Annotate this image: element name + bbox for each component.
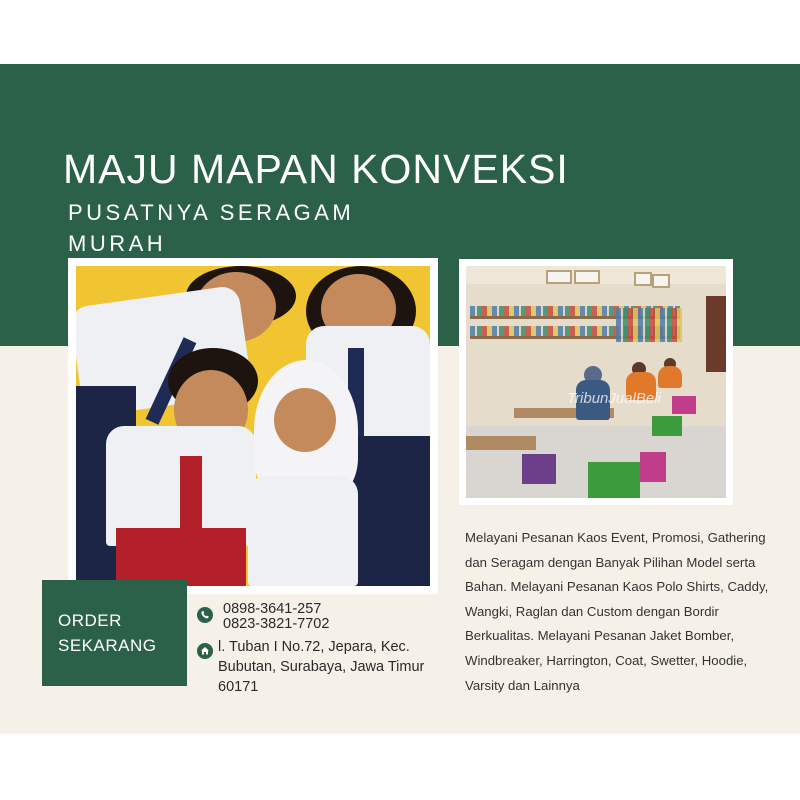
page-subtitle: PUSATNYA SERAGAM MURAH — [68, 200, 355, 256]
students-photo — [76, 266, 430, 586]
workshop-photo — [466, 266, 726, 498]
page-title: MAJU MAPAN KONVEKSI — [63, 146, 569, 192]
order-label-line2: SEKARANG — [58, 636, 157, 655]
photo-detail — [672, 396, 696, 414]
home-icon — [197, 643, 213, 659]
photo-detail — [658, 366, 682, 388]
watermark-text: TribunJualBeli — [567, 390, 661, 407]
order-now-button[interactable] — [42, 580, 187, 686]
photo-detail — [466, 436, 536, 450]
photo-detail — [640, 452, 666, 482]
photo-detail — [616, 308, 682, 342]
workshop-photo-frame — [459, 259, 733, 505]
photo-detail — [546, 270, 572, 284]
photo-detail — [574, 270, 600, 284]
photo-detail — [522, 454, 556, 484]
photo-detail — [248, 476, 358, 586]
photo-detail — [180, 456, 202, 536]
services-description: Melayani Pesanan Kaos Event, Promosi, Gathering dan Seragam dengan Banyak Pilihan Model serta Bahan. Melayani Pesanan Kaos Polo Shirts, Caddy, Wangki, Raglan dan Custom dengan Bordir Berkualitas. Melayani Pesanan Jaket Bomber, Windbreaker, Harrington, Coat, Swetter, Hoodie, Varsity dan Lainnya — [465, 530, 769, 693]
photo-detail — [588, 462, 640, 498]
photo-detail — [652, 416, 682, 436]
students-photo-frame — [68, 258, 438, 594]
address-text: l. Tuban I No.72, Jepara, Kec. Bubutan, Surabaya, Jawa Timur 60171 — [218, 639, 425, 695]
phone-number-1[interactable]: 0898-3641-257 — [223, 601, 322, 617]
photo-detail — [652, 274, 670, 288]
photo-detail — [706, 296, 726, 372]
phone-number-2[interactable]: 0823-3821-7702 — [223, 616, 330, 632]
photo-detail — [116, 528, 246, 586]
order-label-line1: ORDER — [58, 611, 122, 630]
photo-detail — [634, 272, 652, 286]
photo-detail — [274, 388, 336, 452]
phone-icon — [197, 607, 213, 623]
